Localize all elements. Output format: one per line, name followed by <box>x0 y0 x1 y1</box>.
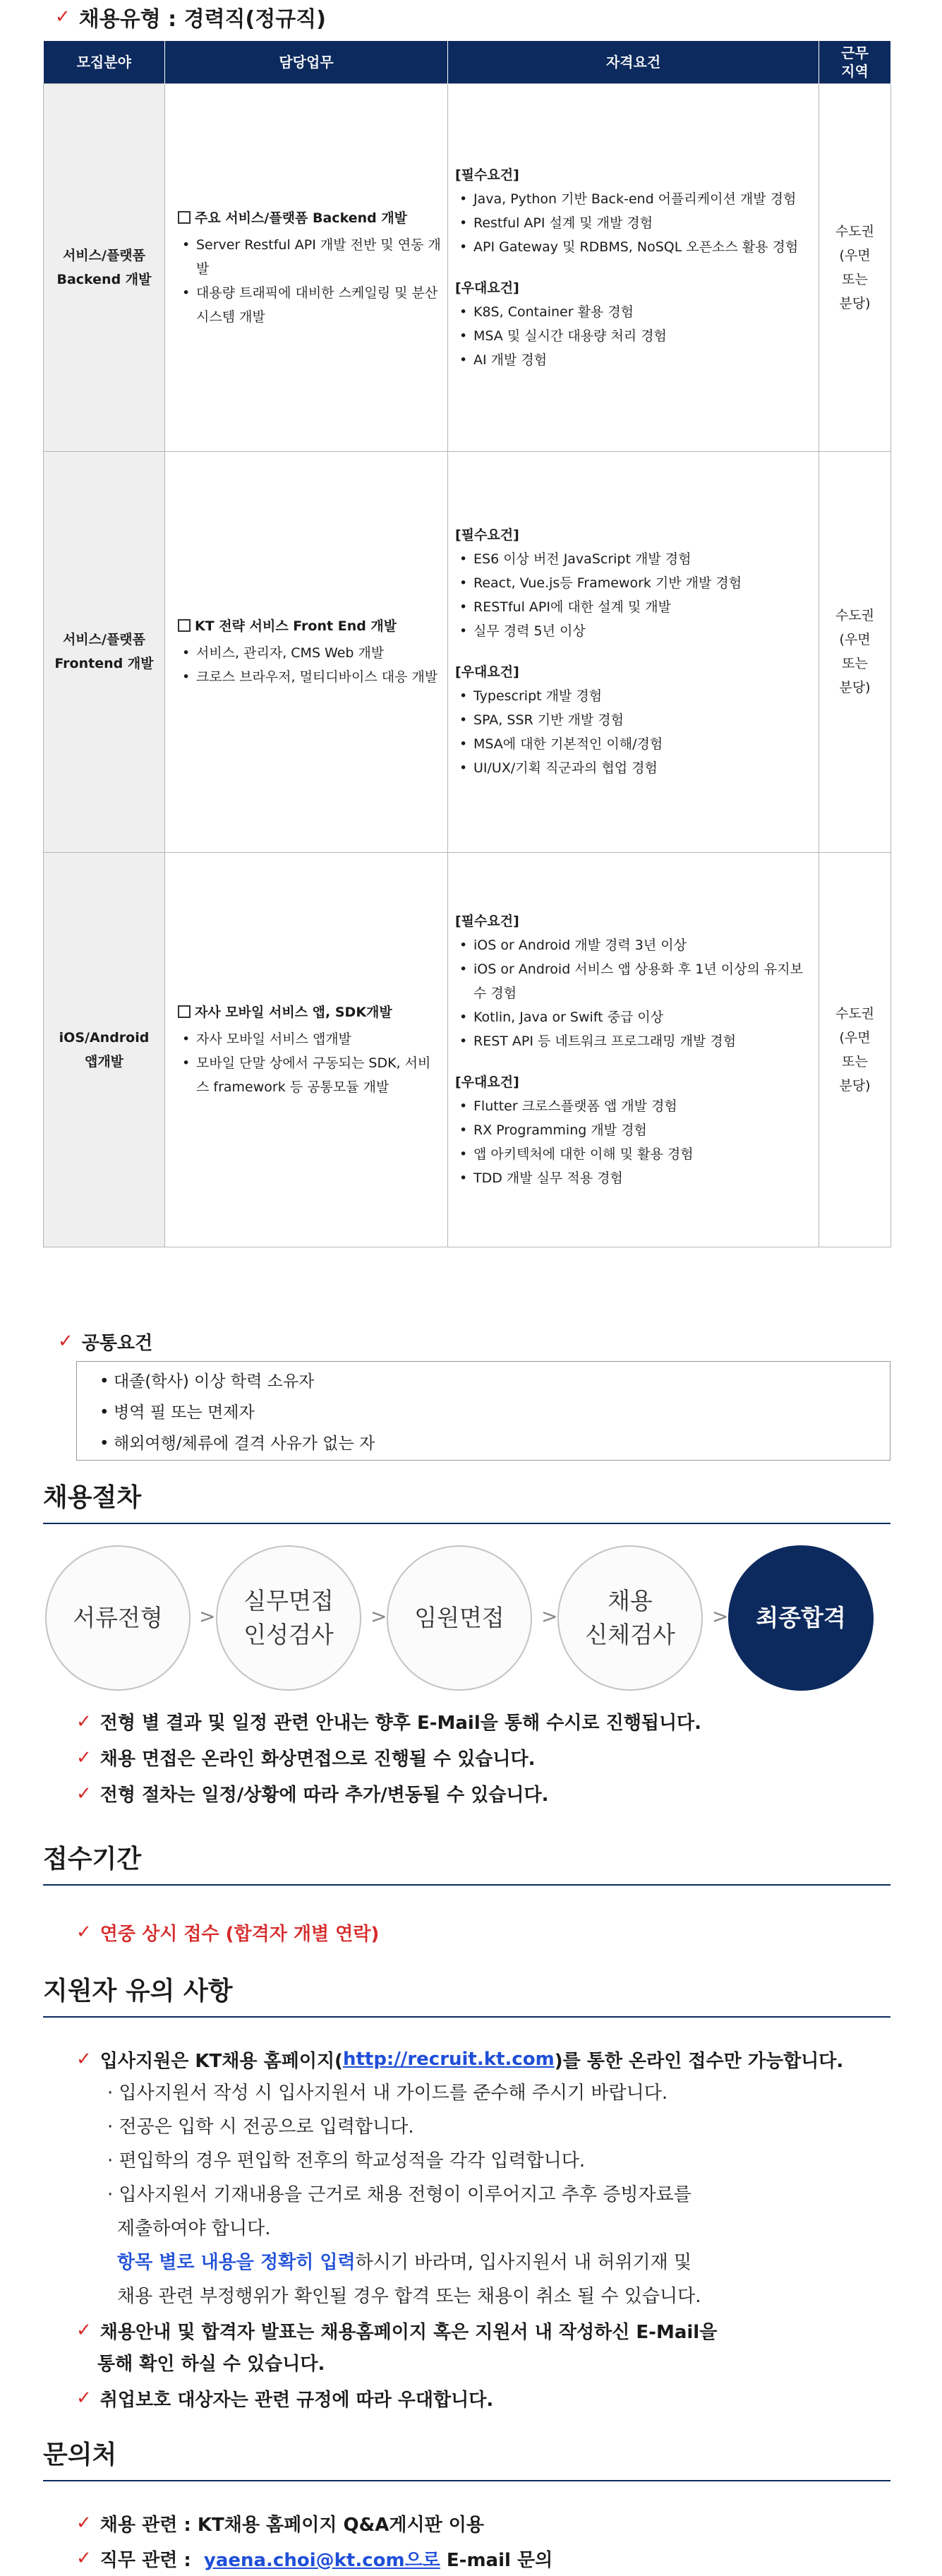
check-icon: ✓ <box>76 1783 92 1804</box>
qualifications-cell <box>448 852 819 1247</box>
preferred-item: • MSA 및 실시간 대용량 처리 경험 <box>455 324 813 348</box>
duty-item: • 자사 모바일 서비스 앱개발 <box>178 1027 443 1051</box>
arrow-icon: > <box>541 1605 558 1628</box>
step-final: 최종합격 <box>728 1545 874 1691</box>
required-item: • React, Vue.js등 Framework 기반 개발 경험 <box>455 571 813 595</box>
field-cell: 서비스/플랫폼 Backend 개발 <box>44 83 165 451</box>
contact-title: 문의처 <box>43 2438 890 2481</box>
note-item: ✓ 채용 면접은 온라인 화상면접으로 진행될 수 있습니다. <box>76 1747 536 1770</box>
duties-cell <box>165 451 448 852</box>
check-icon: ✓ <box>76 2049 92 2070</box>
list-item: • 병역 필 또는 면제자 <box>94 1397 890 1428</box>
check-icon: ✓ <box>76 1711 92 1732</box>
check-icon: ✓ <box>76 1747 92 1768</box>
caution-sub: · 입사지원서 작성 시 입사지원서 내 가이드를 준수해 주시기 바랍니다. <box>107 2083 668 2104</box>
qualifications-cell <box>448 451 819 852</box>
header-qualifications: 자격요건 <box>448 41 819 83</box>
duty-item: • 모바일 단말 상에서 구동되는 SDK, 서비스 framework 등 공통모듈 개발 <box>178 1051 443 1099</box>
required-label: [필수요건] <box>455 913 519 929</box>
arrow-icon: > <box>370 1605 387 1628</box>
required-item: • iOS or Android 개발 경력 3년 이상 <box>455 933 813 957</box>
caution-section <box>76 2042 909 2415</box>
arrow-icon: > <box>712 1605 729 1628</box>
employment-type <box>55 3 326 31</box>
preferred-label: [우대요건] <box>455 1074 519 1090</box>
check-icon: ✓ <box>76 1922 92 1943</box>
checkbox-square-icon <box>178 211 191 224</box>
required-item: • Restful API 설계 및 개발 경험 <box>455 211 813 235</box>
checkbox-square-icon <box>178 619 191 632</box>
preferred-item: • RX Programming 개발 경험 <box>455 1118 813 1142</box>
duty-title: 자사 모바일 서비스 앱, SDK개발 <box>178 1000 443 1024</box>
note-item: ✓ 전형 절차는 일정/상황에 따라 추가/변동될 수 있습니다. <box>76 1783 549 1806</box>
check-icon: ✓ <box>58 1331 73 1352</box>
check-icon: ✓ <box>76 2388 92 2409</box>
caution-notice-cont: 통해 확인 하실 수 있습니다. <box>97 2354 325 2375</box>
duty-title: KT 전략 서비스 Front End 개발 <box>178 614 443 638</box>
contact-recruit: ✓ 채용 관련 : KT채용 홈페이지 Q&A게시판 이용 <box>76 2512 485 2536</box>
common-requirements-box <box>76 1361 890 1461</box>
caution-sub-cont: 제출하여야 합니다. <box>117 2218 271 2239</box>
required-item: • ES6 이상 버전 JavaScript 개발 경험 <box>455 547 813 571</box>
jobs-table <box>43 41 891 1247</box>
check-icon: ✓ <box>76 2512 92 2534</box>
step-medical: 채용 신체검사 <box>557 1545 703 1691</box>
header-duties: 담당업무 <box>165 41 448 83</box>
duty-item: • Server Restful API 개발 전반 및 연동 개발 <box>178 233 443 281</box>
region-cell: 수도권 (우면 또는 분당) <box>819 852 891 1247</box>
field-cell: 서비스/플랫폼 Frontend 개발 <box>44 451 165 852</box>
table-row <box>44 852 891 1247</box>
required-item: • iOS or Android 서비스 앱 상용화 후 1년 이상의 유지보수 경험 <box>455 957 813 1005</box>
preferred-item: • SPA, SSR 기반 개발 경험 <box>455 708 813 732</box>
region-cell: 수도권 (우면 또는 분당) <box>819 83 891 451</box>
process-title: 채용절차 <box>43 1480 890 1524</box>
caution-title: 지원자 유의 사항 <box>43 1974 890 2018</box>
step-executive: 임원면접 <box>387 1545 532 1691</box>
step-interview: 실무면접 인성검사 <box>216 1545 361 1691</box>
contact-email-link[interactable]: yaena.choi@kt.com으로 <box>203 2549 440 2571</box>
duty-item: • 서비스, 관리자, CMS Web 개발 <box>178 641 443 665</box>
common-requirements-title: ✓ 공통요건 <box>58 1331 153 1354</box>
required-item: • Kotlin, Java or Swift 중급 이상 <box>455 1005 813 1029</box>
required-item: • RESTful API에 대한 설계 및 개발 <box>455 595 813 619</box>
duty-title: 주요 서비스/플랫폼 Backend 개발 <box>178 206 443 230</box>
checkbox-square-icon <box>178 1005 191 1018</box>
preferred-item: • Flutter 크로스플랫폼 앱 개발 경험 <box>455 1094 813 1118</box>
required-item: • Java, Python 기반 Back-end 어플리케이션 개발 경험 <box>455 187 813 211</box>
preferred-item: • TDD 개발 실무 적용 경험 <box>455 1166 813 1190</box>
preferred-item: • AI 개발 경험 <box>455 348 813 372</box>
contact-job: ✓ 직무 관련 : yaena.choi@kt.com으로 E-mail 문의 <box>76 2541 552 2576</box>
period-title: 접수기간 <box>43 1842 890 1886</box>
list-item: • 대졸(학사) 이상 학력 소유자 <box>94 1366 890 1397</box>
list-item: • 해외여행/체류에 결격 사유가 없는 자 <box>94 1428 890 1459</box>
header-field: 모집분야 <box>44 41 165 83</box>
table-header-row <box>44 41 891 83</box>
field-cell: iOS/Android 앱개발 <box>44 852 165 1247</box>
employment-type-text: 채용유형 : 경력직(정규직) <box>78 7 326 32</box>
preferred-item: • 앱 아키텍처에 대한 이해 및 활용 경험 <box>455 1142 813 1166</box>
period-text: ✓ 연중 상시 접수 (합격자 개별 연락) <box>76 1922 380 1945</box>
caution-notice: ✓ 채용안내 및 합격자 발표는 채용홈페이지 혹은 지원서 내 작성하신 E-Mail을 <box>76 2320 718 2343</box>
step-document: 서류전형 <box>45 1545 191 1691</box>
required-label: [필수요건] <box>455 167 519 183</box>
recruit-link[interactable]: http://recruit.kt.com <box>342 2049 555 2070</box>
caution-notice: ✓ 취업보호 대상자는 관련 규정에 따라 우대합니다. <box>76 2388 494 2411</box>
check-icon: ✓ <box>55 6 71 28</box>
table-row <box>44 451 891 852</box>
required-label: [필수요건] <box>455 527 519 543</box>
required-item: • API Gateway 및 RDBMS, NoSQL 오픈소스 활용 경험 <box>455 235 813 259</box>
note-item: ✓ 전형 별 결과 및 일정 관련 안내는 향후 E-Mail을 통해 수시로 진행됩니다. <box>76 1711 702 1734</box>
caution-main: ✓ 입사지원은 KT채용 홈페이지( http://recruit.kt.com )를 통한 온라인 접수만 가능합니다. <box>76 2049 844 2072</box>
required-item: • 실무 경력 5년 이상 <box>455 619 813 643</box>
duties-cell <box>165 83 448 451</box>
caution-sub: · 편입학의 경우 편입학 전후의 학교성적을 각각 입력합니다. <box>107 2150 586 2171</box>
preferred-label: [우대요건] <box>455 664 519 680</box>
caution-last-line: 채용 관련 부정행위가 확인될 경우 합격 또는 채용이 취소 될 수 있습니다. <box>117 2286 701 2307</box>
preferred-item: • UI/UX/기획 직군과의 협업 경험 <box>455 756 813 780</box>
check-icon: ✓ <box>76 2320 92 2341</box>
header-region: 근무 지역 <box>819 41 891 83</box>
caution-sub: · 입사지원서 기재내용을 근거로 채용 전형이 이루어지고 추후 증빙자료를 <box>107 2184 692 2205</box>
arrow-icon: > <box>199 1605 216 1628</box>
contact-section <box>76 2505 552 2576</box>
region-cell: 수도권 (우면 또는 분당) <box>819 451 891 852</box>
process-steps <box>43 1545 890 1694</box>
table-row <box>44 83 891 451</box>
duty-item: • 크로스 브라우저, 멀티디바이스 대응 개발 <box>178 665 443 689</box>
preferred-label: [우대요건] <box>455 280 519 296</box>
preferred-item: • MSA에 대한 기본적인 이해/경험 <box>455 732 813 756</box>
caution-highlight-line: 항목 별로 내용을 정확히 입력하시기 바라며, 입사지원서 내 허위기재 및 <box>117 2252 692 2273</box>
preferred-item: • Typescript 개발 경험 <box>455 684 813 708</box>
preferred-item: • K8S, Container 활용 경험 <box>455 300 813 324</box>
check-icon: ✓ <box>76 2548 92 2569</box>
duties-cell <box>165 852 448 1247</box>
process-notes <box>76 1703 701 1811</box>
qualifications-cell <box>448 83 819 451</box>
caution-sub: · 전공은 입학 시 전공으로 입력합니다. <box>107 2116 414 2138</box>
required-item: • REST API 등 네트워크 프로그래밍 개발 경험 <box>455 1029 813 1053</box>
duty-item: • 대용량 트래픽에 대비한 스케일링 및 분산 시스템 개발 <box>178 281 443 329</box>
